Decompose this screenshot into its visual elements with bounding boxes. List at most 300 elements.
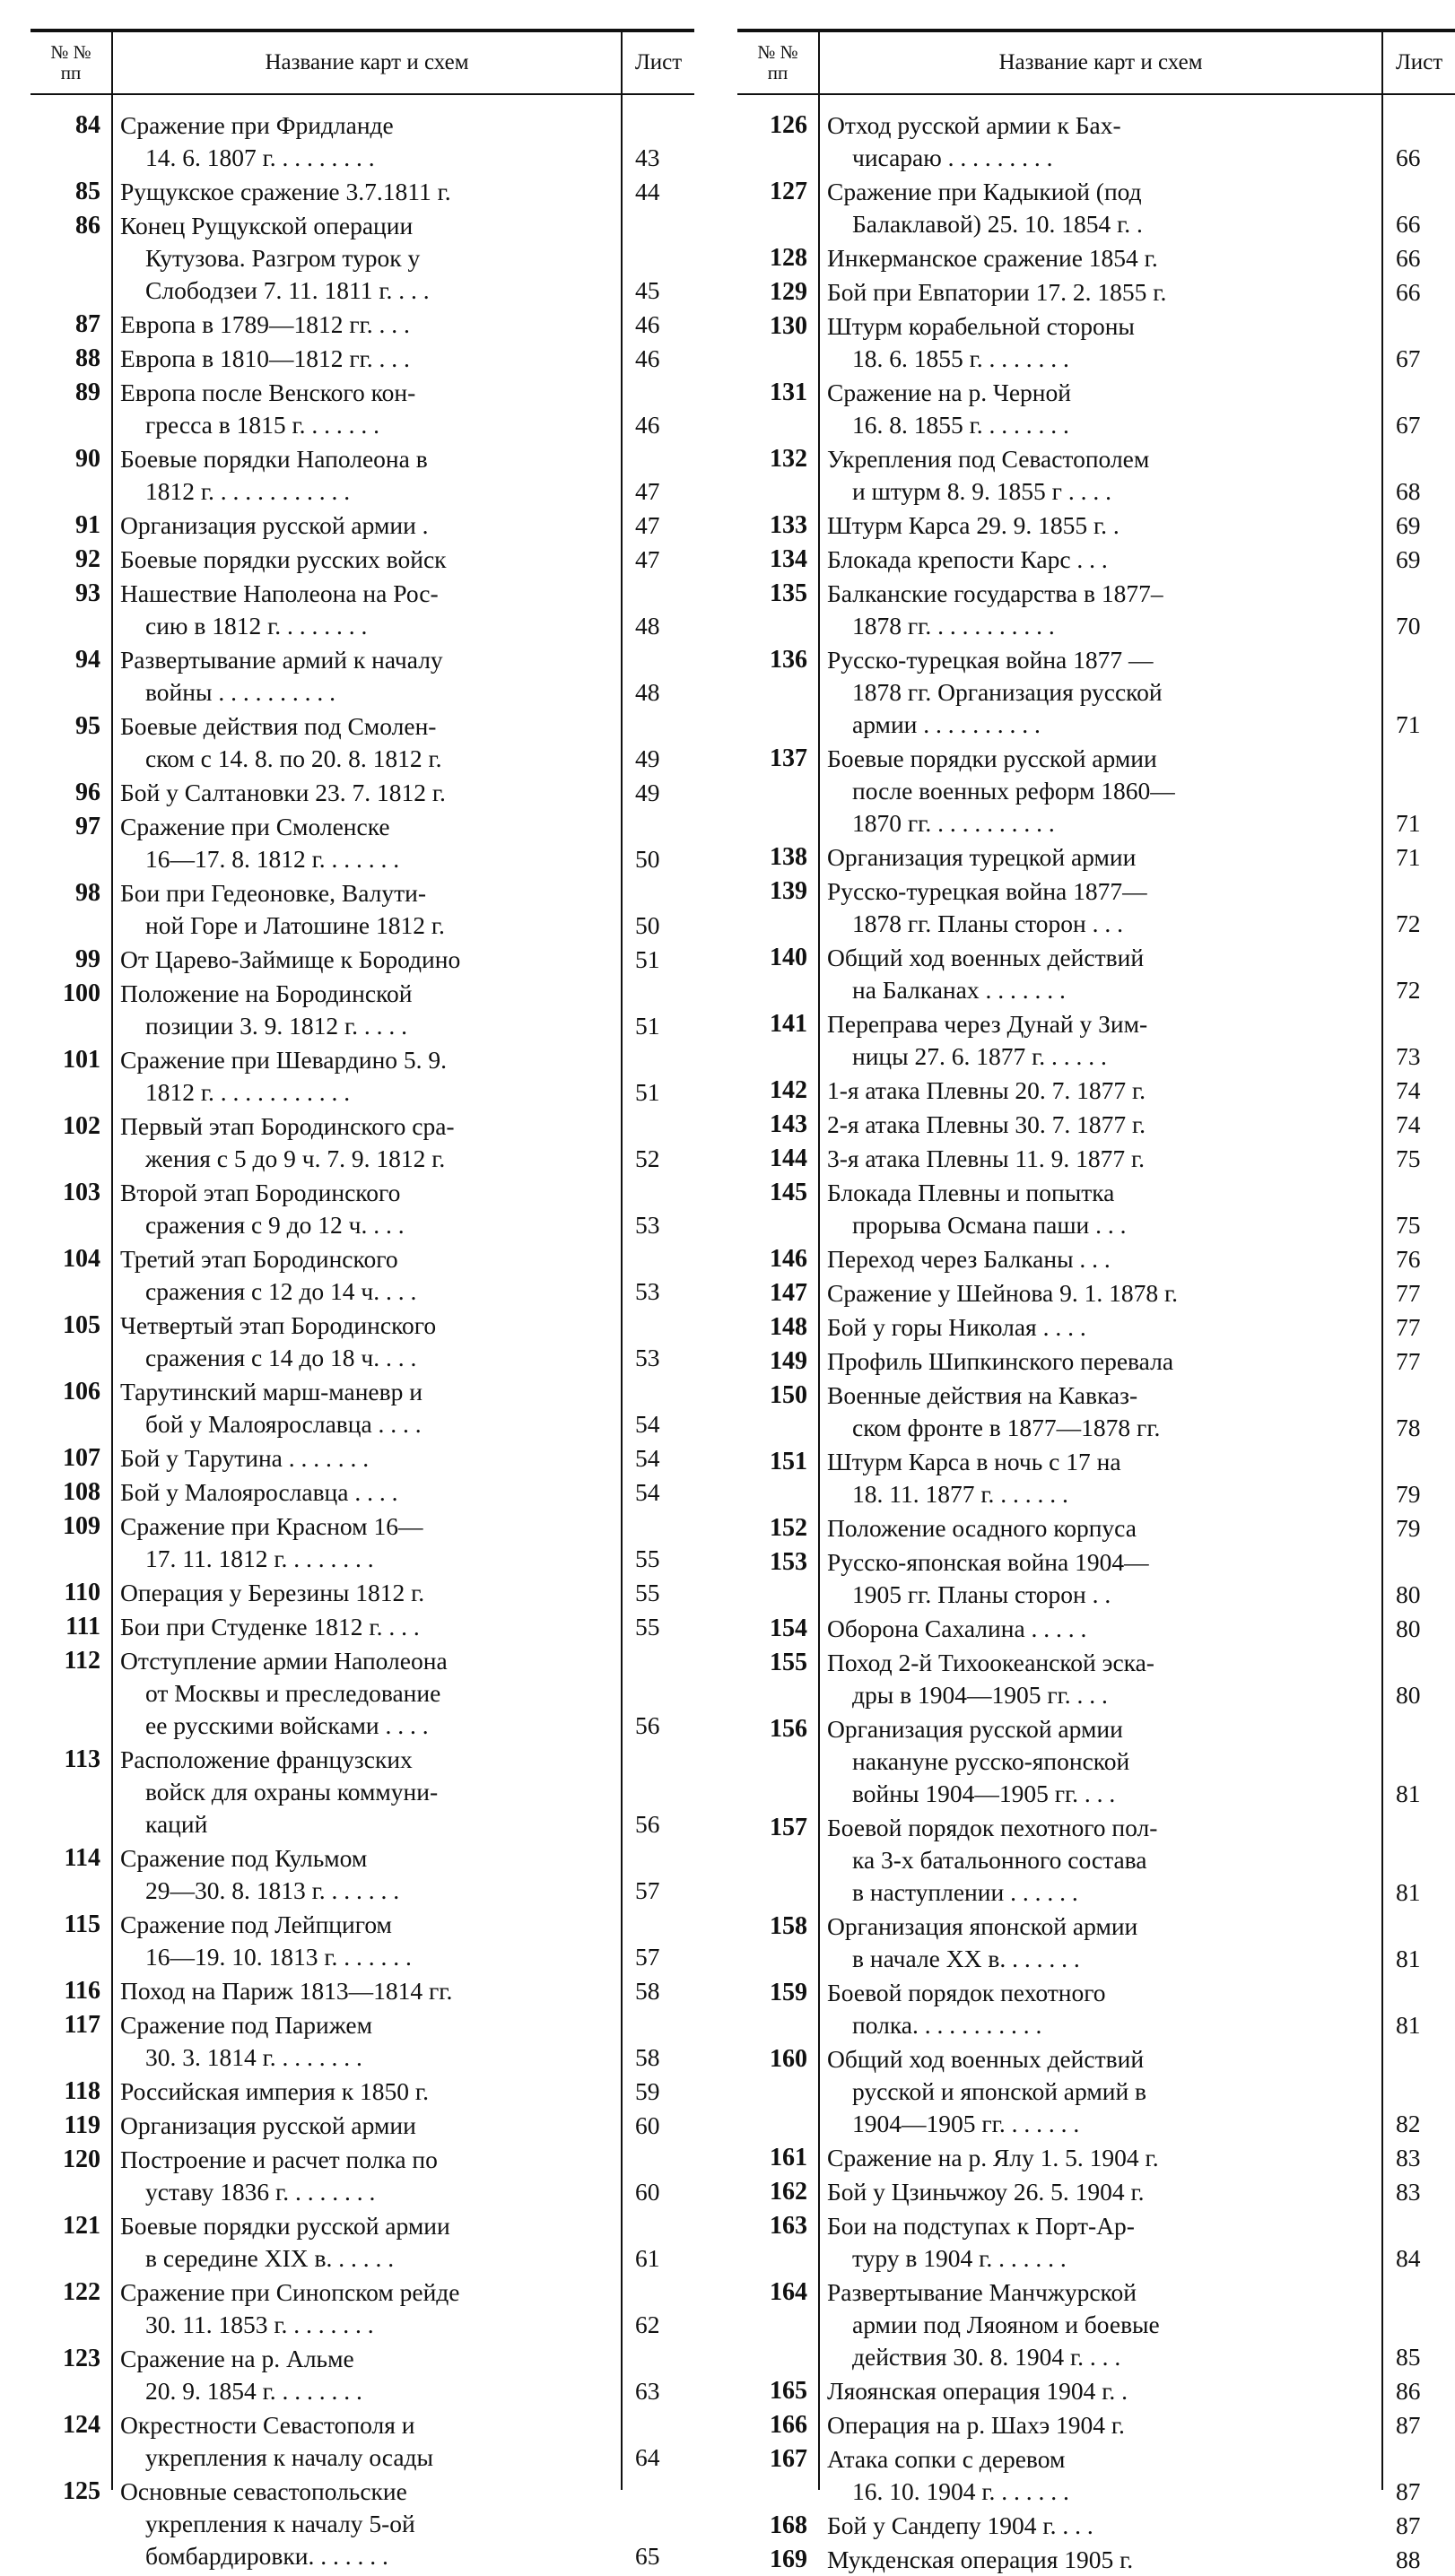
- entry-sheet-text: 46: [635, 411, 660, 439]
- entry-number-text: 158: [770, 1912, 807, 1940]
- entry-title: [113, 509, 621, 542]
- entry-title-line: Организация японской армии: [827, 1912, 1138, 1940]
- entry-sheet-text: 60: [635, 2178, 660, 2206]
- sheet-column: [1383, 95, 1455, 2573]
- entry-number-text: 87: [75, 310, 100, 338]
- entry-number-text: 84: [75, 111, 100, 139]
- entry-title-line: 16—17. 8. 1812 г. . . . . . .: [145, 845, 400, 873]
- entry-number: [737, 1977, 818, 2009]
- entry-title: [113, 2110, 621, 2142]
- entry-number-text: 134: [770, 545, 807, 573]
- entry-number-text: 168: [770, 2511, 807, 2539]
- entry-sheet-text: 47: [635, 477, 660, 505]
- entry-number: [737, 1647, 818, 1679]
- entry-sheet-text: 51: [635, 945, 660, 973]
- entry-title: [820, 109, 1381, 174]
- entry-number-text: 114: [64, 1844, 100, 1872]
- entry-sheet-text: 69: [1396, 545, 1421, 573]
- entry-number: [30, 443, 111, 475]
- entry-number-text: 105: [63, 1311, 100, 1339]
- entry-number: [737, 1446, 818, 1478]
- entry-sheet-text: 72: [1396, 976, 1421, 1004]
- entry-sheet-text: 54: [635, 1410, 660, 1438]
- entry-title-line: каций: [145, 1810, 208, 1838]
- entry-sheet-text: 85: [1396, 2343, 1421, 2371]
- entry-title-line: войск для охраны коммуни-: [145, 1778, 439, 1806]
- entry-number: [30, 1510, 111, 1543]
- entry-sheet: [623, 142, 694, 174]
- entry-number: [737, 544, 818, 576]
- entry-sheet: [1383, 1243, 1455, 1275]
- entry-sheet: [623, 843, 694, 875]
- entry-sheet: [623, 1342, 694, 1374]
- entry-number-text: 108: [63, 1478, 100, 1506]
- entry-number: [737, 2409, 818, 2441]
- entry-number-text: 153: [770, 1548, 807, 1576]
- entry-sheet-text: 75: [1396, 1144, 1421, 1172]
- entry-title-line: Русско-японская война 1904—: [827, 1548, 1149, 1576]
- entry-number-text: 162: [770, 2178, 807, 2206]
- entry-title-line: 1878 гг. Организация русской: [852, 678, 1163, 706]
- entry-number-text: 150: [770, 1381, 807, 1409]
- entry-sheet-text: 54: [635, 1444, 660, 1472]
- entry-sheet: [623, 676, 694, 709]
- entry-number: [737, 1613, 818, 1645]
- entry-number-text: 97: [75, 813, 100, 840]
- entry-title-line: сражения с 14 до 18 ч. . . .: [145, 1344, 417, 1371]
- entry-number: [737, 1910, 818, 1943]
- entry-number-text: 109: [63, 1512, 100, 1540]
- entry-title-line: 29—30. 8. 1813 г. . . . . . .: [145, 1876, 400, 1904]
- entry-title: [113, 2144, 621, 2208]
- entry-title-line: Русско-турецкая война 1877 —: [827, 646, 1154, 674]
- entry-number-text: 136: [770, 646, 807, 674]
- entry-title: [113, 2276, 621, 2341]
- entry-number: [30, 509, 111, 542]
- entry-title-line: армии под Ляояном и боевые: [852, 2311, 1160, 2338]
- entry-title-line: Положение на Бородинской: [120, 979, 413, 1007]
- entry-title-line: Боевые порядки Наполеона в: [120, 445, 428, 473]
- entry-title-line: Второй этап Бородинского: [120, 1179, 401, 1206]
- entry-sheet-text: 48: [635, 612, 660, 640]
- entry-sheet: [1383, 475, 1455, 508]
- entry-title: [820, 1713, 1381, 1810]
- entry-number: [737, 310, 818, 343]
- entry-sheet: [1383, 1876, 1455, 1909]
- entry-sheet-text: 46: [635, 310, 660, 338]
- entry-sheet-text: 51: [635, 1012, 660, 1040]
- entry-number: [30, 1177, 111, 1209]
- entry-sheet-text: 61: [635, 2244, 660, 2272]
- entry-number: [30, 2110, 111, 2142]
- entry-sheet-text: 65: [635, 2542, 660, 2570]
- entry-title: [113, 343, 621, 375]
- entry-title: [820, 1075, 1381, 1107]
- entry-title-line: 30. 11. 1853 г. . . . . . . .: [145, 2311, 374, 2338]
- entry-number: [737, 1512, 818, 1545]
- entry-title-line: 17. 11. 1812 г. . . . . . . .: [145, 1545, 374, 1572]
- entry-title: [113, 644, 621, 709]
- entry-title: [113, 176, 621, 208]
- entry-title-line: Балаклавой) 25. 10. 1854 г. .: [852, 210, 1143, 238]
- entry-sheet: [623, 475, 694, 508]
- entry-title-line: Отступление армии Наполеона: [120, 1647, 448, 1675]
- entry-title-line: Нашествие Наполеона на Рос-: [120, 579, 439, 607]
- entry-title-line: Третий этап Бородинского: [120, 1245, 398, 1273]
- sheet-column: [623, 95, 694, 2570]
- entry-number-text: 169: [770, 2546, 807, 2573]
- entry-title-line: Организация русской армии .: [120, 511, 429, 539]
- entry-title-line: Развертывание Манчжурской: [827, 2278, 1137, 2306]
- entry-title-line: 14. 6. 1807 г. . . . . . . . .: [145, 144, 375, 171]
- entry-number-text: 156: [770, 1715, 807, 1743]
- entry-number: [737, 443, 818, 475]
- entry-sheet: [1383, 1778, 1455, 1810]
- entry-sheet: [623, 1543, 694, 1575]
- entry-number-text: 163: [770, 2212, 807, 2240]
- entry-sheet: [623, 274, 694, 307]
- entry-sheet: [1383, 1345, 1455, 1378]
- entry-number-text: 89: [75, 379, 100, 406]
- entry-sheet-text: 83: [1396, 2178, 1421, 2206]
- entry-title: [113, 777, 621, 809]
- entry-sheet: [1383, 709, 1455, 741]
- entry-title-line: Ляоянская операция 1904 г. .: [827, 2377, 1128, 2405]
- entry-number: [30, 210, 111, 242]
- header-number-line1: № №: [50, 40, 91, 63]
- entry-number-text: 112: [64, 1647, 100, 1675]
- entry-sheet: [1383, 2009, 1455, 2041]
- entry-title-line: 18. 11. 1877 г. . . . . . .: [852, 1480, 1068, 1508]
- entry-sheet: [1383, 509, 1455, 542]
- entry-title-line: Военные действия на Кавказ-: [827, 1381, 1138, 1409]
- header-sheet: Лист: [623, 32, 694, 95]
- entry-title: [113, 811, 621, 875]
- entry-sheet: [1383, 1109, 1455, 1141]
- entry-title-line: ной Горе и Латошине 1812 г.: [145, 911, 445, 939]
- entry-title: [820, 1647, 1381, 1711]
- entry-title: [113, 2343, 621, 2407]
- entry-number-text: 135: [770, 579, 807, 607]
- entry-title-line: Сражение при Красном 16—: [120, 1512, 423, 1540]
- entry-number-text: 115: [64, 1910, 100, 1938]
- entry-sheet-text: 51: [635, 1078, 660, 1106]
- entry-number-text: 104: [63, 1245, 100, 1273]
- entry-title-line: Боевые порядки русской армии: [827, 744, 1157, 772]
- entry-sheet: [623, 2110, 694, 2142]
- entry-title-line: Профиль Шипкинского перевала: [827, 1347, 1174, 1375]
- entry-number: [30, 777, 111, 809]
- entry-sheet-text: 73: [1396, 1042, 1421, 1070]
- entry-number-text: 164: [770, 2278, 807, 2306]
- entry-sheet-text: 64: [635, 2443, 660, 2471]
- entry-title-line: Поход на Париж 1813—1814 гг.: [120, 1977, 453, 2005]
- entry-sheet-text: 72: [1396, 909, 1421, 937]
- entry-title-line: сию в 1812 г. . . . . . . .: [145, 612, 368, 640]
- entry-number: [737, 2443, 818, 2476]
- entry-number: [737, 743, 818, 775]
- entry-sheet: [623, 2540, 694, 2572]
- entry-title: [113, 544, 621, 576]
- entry-title-line: ском фронте в 1877—1878 гг.: [852, 1414, 1161, 1441]
- entry-number-text: 144: [770, 1144, 807, 1172]
- number-column: [737, 95, 820, 2573]
- entry-sheet-text: 66: [1396, 144, 1421, 171]
- entry-title-line: Рущукское сражение 3.7.1811 г.: [120, 178, 451, 205]
- entry-number-text: 143: [770, 1110, 807, 1138]
- entry-sheet-text: 81: [1396, 1945, 1421, 1972]
- entry-number-text: 152: [770, 1514, 807, 1542]
- entry-sheet: [1383, 807, 1455, 840]
- entry-title-line: Российская империя к 1850 г.: [120, 2077, 429, 2105]
- entry-title-line: армии . . . . . . . . . .: [852, 710, 1041, 738]
- entry-sheet-text: 59: [635, 2077, 660, 2105]
- entry-number-text: 157: [770, 1814, 807, 1841]
- entry-number: [737, 2544, 818, 2576]
- entry-number-text: 130: [770, 312, 807, 340]
- entry-title-line: гресса в 1815 г. . . . . . .: [145, 411, 380, 439]
- entry-title: [113, 1376, 621, 1440]
- entry-title: [820, 1512, 1381, 1545]
- entry-sheet: [623, 777, 694, 809]
- header-number: [737, 32, 820, 95]
- entry-title-line: сражения с 12 до 14 ч. . . .: [145, 1277, 417, 1305]
- entry-title: [820, 2276, 1381, 2373]
- entry-title-line: бомбардировки. . . . . . .: [145, 2542, 388, 2570]
- entry-number-text: 151: [770, 1448, 807, 1475]
- entry-number-text: 142: [770, 1076, 807, 1104]
- entry-title-line: Сражение на р. Черной: [827, 379, 1071, 406]
- entry-number: [737, 1812, 818, 1844]
- entry-title-line: Бой у Салтановки 23. 7. 1812 г.: [120, 779, 446, 806]
- entry-number-text: 161: [770, 2144, 807, 2171]
- entry-number-text: 100: [63, 979, 100, 1007]
- entry-sheet-text: 87: [1396, 2411, 1421, 2439]
- entry-title: [820, 2409, 1381, 2441]
- entry-sheet-text: 63: [635, 2377, 660, 2405]
- entry-title-line: 16. 8. 1855 г. . . . . . . .: [852, 411, 1069, 439]
- entry-title-line: действия 30. 8. 1904 г. . . .: [852, 2343, 1121, 2371]
- entry-sheet-text: 81: [1396, 2011, 1421, 2039]
- entry-title: [820, 1910, 1381, 1975]
- entry-title-line: Блокада Плевны и попытка: [827, 1179, 1115, 1206]
- entry-number: [30, 1376, 111, 1408]
- entry-sheet-text: 74: [1396, 1076, 1421, 1104]
- entry-sheet: [1383, 1512, 1455, 1545]
- entry-sheet-text: 55: [635, 1579, 660, 1606]
- entry-title: [113, 1744, 621, 1841]
- entry-title-line: 1812 г. . . . . . . . . . . .: [145, 477, 351, 505]
- entry-sheet: [1383, 1040, 1455, 1073]
- entry-title-line: Сражение при Смоленске: [120, 813, 390, 840]
- entry-number: [737, 1143, 818, 1175]
- header-number-line1: № №: [757, 40, 798, 63]
- entry-title-line: ницы 27. 6. 1877 г. . . . . .: [852, 1042, 1107, 1070]
- entry-number-text: 166: [770, 2411, 807, 2439]
- entry-title-line: Бой при Евпатории 17. 2. 1855 г.: [827, 278, 1167, 306]
- entry-sheet-text: 49: [635, 779, 660, 806]
- entry-number: [737, 1345, 818, 1378]
- entry-sheet-text: 50: [635, 845, 660, 873]
- entry-title-line: Балканские государства в 1877–: [827, 579, 1163, 607]
- entry-number-text: 138: [770, 843, 807, 871]
- entry-title-line: ее русскими войсками . . . .: [145, 1711, 429, 1739]
- entry-number-text: 125: [63, 2477, 100, 2505]
- entry-number-text: 128: [770, 244, 807, 272]
- entry-number-text: 148: [770, 1313, 807, 1341]
- entry-title-line: Развертывание армий к началу: [120, 646, 443, 674]
- entry-number: [30, 1645, 111, 1677]
- entry-sheet: [623, 1710, 694, 1742]
- entry-title-line: Сражение при Фридланде: [120, 111, 394, 139]
- entry-number: [30, 109, 111, 142]
- entry-number-text: 131: [770, 379, 807, 406]
- entry-title: [820, 2375, 1381, 2407]
- entry-number-text: 154: [770, 1614, 807, 1642]
- entry-sheet-text: 77: [1396, 1313, 1421, 1341]
- entry-title-line: 20. 9. 1854 г. . . . . . . .: [145, 2377, 362, 2405]
- entry-title-line: 1904—1905 гг. . . . . . .: [852, 2110, 1080, 2137]
- entry-number: [30, 1243, 111, 1275]
- entry-number-text: 141: [770, 1010, 807, 1038]
- entry-title-line: в середине XIX в. . . . . .: [145, 2244, 395, 2272]
- entry-sheet: [623, 1010, 694, 1042]
- entry-title: [113, 1310, 621, 1374]
- entry-title: [820, 2544, 1381, 2576]
- entry-title-line: 2-я атака Плевны 30. 7. 1877 г.: [827, 1110, 1146, 1138]
- entry-sheet: [1383, 276, 1455, 309]
- entry-title-line: туру в 1904 г. . . . . . .: [852, 2244, 1067, 2272]
- entry-number: [30, 811, 111, 843]
- entry-sheet: [623, 1611, 694, 1643]
- entry-title: [820, 1311, 1381, 1344]
- entry-number-text: 88: [75, 344, 100, 372]
- entry-sheet-text: 68: [1396, 477, 1421, 505]
- entry-title-line: войны . . . . . . . . . .: [145, 678, 335, 706]
- entry-number-text: 101: [63, 1046, 100, 1074]
- entry-sheet: [1383, 2510, 1455, 2542]
- entry-title-line: чисараю . . . . . . . . .: [852, 144, 1053, 171]
- entry-sheet: [623, 1808, 694, 1841]
- entry-title-line: Европа в 1810—1812 гг. . . .: [120, 344, 410, 372]
- entry-number-text: 137: [770, 744, 807, 772]
- entry-title: [820, 1977, 1381, 2041]
- entry-sheet: [623, 2309, 694, 2341]
- entry-number: [30, 710, 111, 743]
- entry-number: [737, 875, 818, 908]
- entry-title: [820, 2443, 1381, 2508]
- entry-sheet: [1383, 1209, 1455, 1241]
- entry-title-line: Сражение при Шевардино 5. 9.: [120, 1046, 448, 1074]
- entry-title: [820, 578, 1381, 642]
- entry-sheet-text: 56: [635, 1711, 660, 1739]
- entry-title-line: Бои при Гедеоновке, Валути-: [120, 879, 427, 907]
- header-number: [30, 32, 113, 95]
- entry-number-text: 133: [770, 511, 807, 539]
- entry-title-line: 3-я атака Плевны 11. 9. 1877 г.: [827, 1144, 1146, 1172]
- entry-sheet: [1383, 1143, 1455, 1175]
- right-table: [737, 29, 1455, 2573]
- entry-number-text: 123: [63, 2345, 100, 2372]
- entry-number: [30, 578, 111, 610]
- header-number-line2: пп: [767, 62, 788, 83]
- entry-number: [30, 1577, 111, 1609]
- entry-number: [737, 2510, 818, 2542]
- entry-sheet-text: 57: [635, 1943, 660, 1971]
- entry-sheet: [623, 944, 694, 976]
- entry-sheet: [1383, 1075, 1455, 1107]
- entry-sheet: [1383, 2544, 1455, 2576]
- entry-number: [737, 1243, 818, 1275]
- entry-sheet-text: 75: [1396, 1211, 1421, 1239]
- entry-title: [820, 2176, 1381, 2208]
- entry-sheet-text: 67: [1396, 344, 1421, 372]
- entry-title-line: Расположение французских: [120, 1745, 413, 1773]
- entry-title-line: Сражение на р. Ялу 1. 5. 1904 г.: [827, 2144, 1159, 2171]
- entry-number: [30, 2476, 111, 2508]
- entry-sheet: [623, 1076, 694, 1109]
- entry-title-line: Бой у Сандепу 1904 г. . . .: [827, 2511, 1093, 2539]
- entry-number: [737, 276, 818, 309]
- entry-title: [113, 2476, 621, 2572]
- entry-title-line: 16. 10. 1904 г. . . . . . .: [852, 2477, 1069, 2505]
- entry-title: [113, 944, 621, 976]
- header-sheet: Лист: [1383, 32, 1455, 95]
- entry-number: [737, 109, 818, 142]
- entry-number: [30, 944, 111, 976]
- entry-title-line: Организация турецкой армии: [827, 843, 1137, 871]
- entry-title: [113, 2076, 621, 2108]
- entry-sheet: [623, 309, 694, 341]
- entry-title-line: Инкерманское сражение 1854 г.: [827, 244, 1158, 272]
- entry-title-line: Тарутинский марш-маневр и: [120, 1378, 423, 1405]
- entry-sheet-text: 76: [1396, 1245, 1421, 1273]
- entry-sheet-text: 55: [635, 1545, 660, 1572]
- entry-sheet: [623, 176, 694, 208]
- entry-title-line: Русско-турецкая война 1877—: [827, 877, 1147, 905]
- entry-number-text: 159: [770, 1979, 807, 2006]
- entry-title-line: Переход через Балканы . . .: [827, 1245, 1111, 1273]
- entry-sheet-text: 86: [1396, 2377, 1421, 2405]
- entry-sheet-text: 88: [1396, 2546, 1421, 2573]
- entry-title-line: бой у Малоярославца . . . .: [145, 1410, 422, 1438]
- entry-sheet-text: 87: [1396, 2477, 1421, 2505]
- entry-sheet: [1383, 409, 1455, 441]
- entry-number-text: 165: [770, 2377, 807, 2405]
- entry-title-line: 1878 гг. . . . . . . . . . .: [852, 612, 1055, 640]
- entry-title: [820, 1243, 1381, 1275]
- entry-sheet-text: 70: [1396, 612, 1421, 640]
- entry-number-text: 113: [64, 1745, 100, 1773]
- entry-number: [30, 2409, 111, 2441]
- entry-title-line: сражения с 9 до 12 ч. . . .: [145, 1211, 405, 1239]
- entry-title-line: после военных реформ 1860—: [852, 777, 1175, 805]
- entry-sheet-text: 53: [635, 1211, 660, 1239]
- entry-number-text: 126: [770, 111, 807, 139]
- entry-title-line: 1-я атака Плевны 20. 7. 1877 г.: [827, 1076, 1146, 1104]
- entry-sheet-text: 83: [1396, 2144, 1421, 2171]
- entry-title-line: Слободзеи 7. 11. 1811 г. . . .: [145, 276, 430, 304]
- entry-sheet: [623, 909, 694, 942]
- entry-title-line: Бой у Тарутина . . . . . . .: [120, 1444, 370, 1472]
- entry-sheet-text: 53: [635, 1344, 660, 1371]
- entry-number: [737, 377, 818, 409]
- entry-title: [820, 377, 1381, 441]
- entry-title: [820, 2142, 1381, 2174]
- entry-title: [820, 310, 1381, 375]
- entry-title-line: Боевой порядок пехотного пол-: [827, 1814, 1158, 1841]
- entry-title: [113, 1177, 621, 1241]
